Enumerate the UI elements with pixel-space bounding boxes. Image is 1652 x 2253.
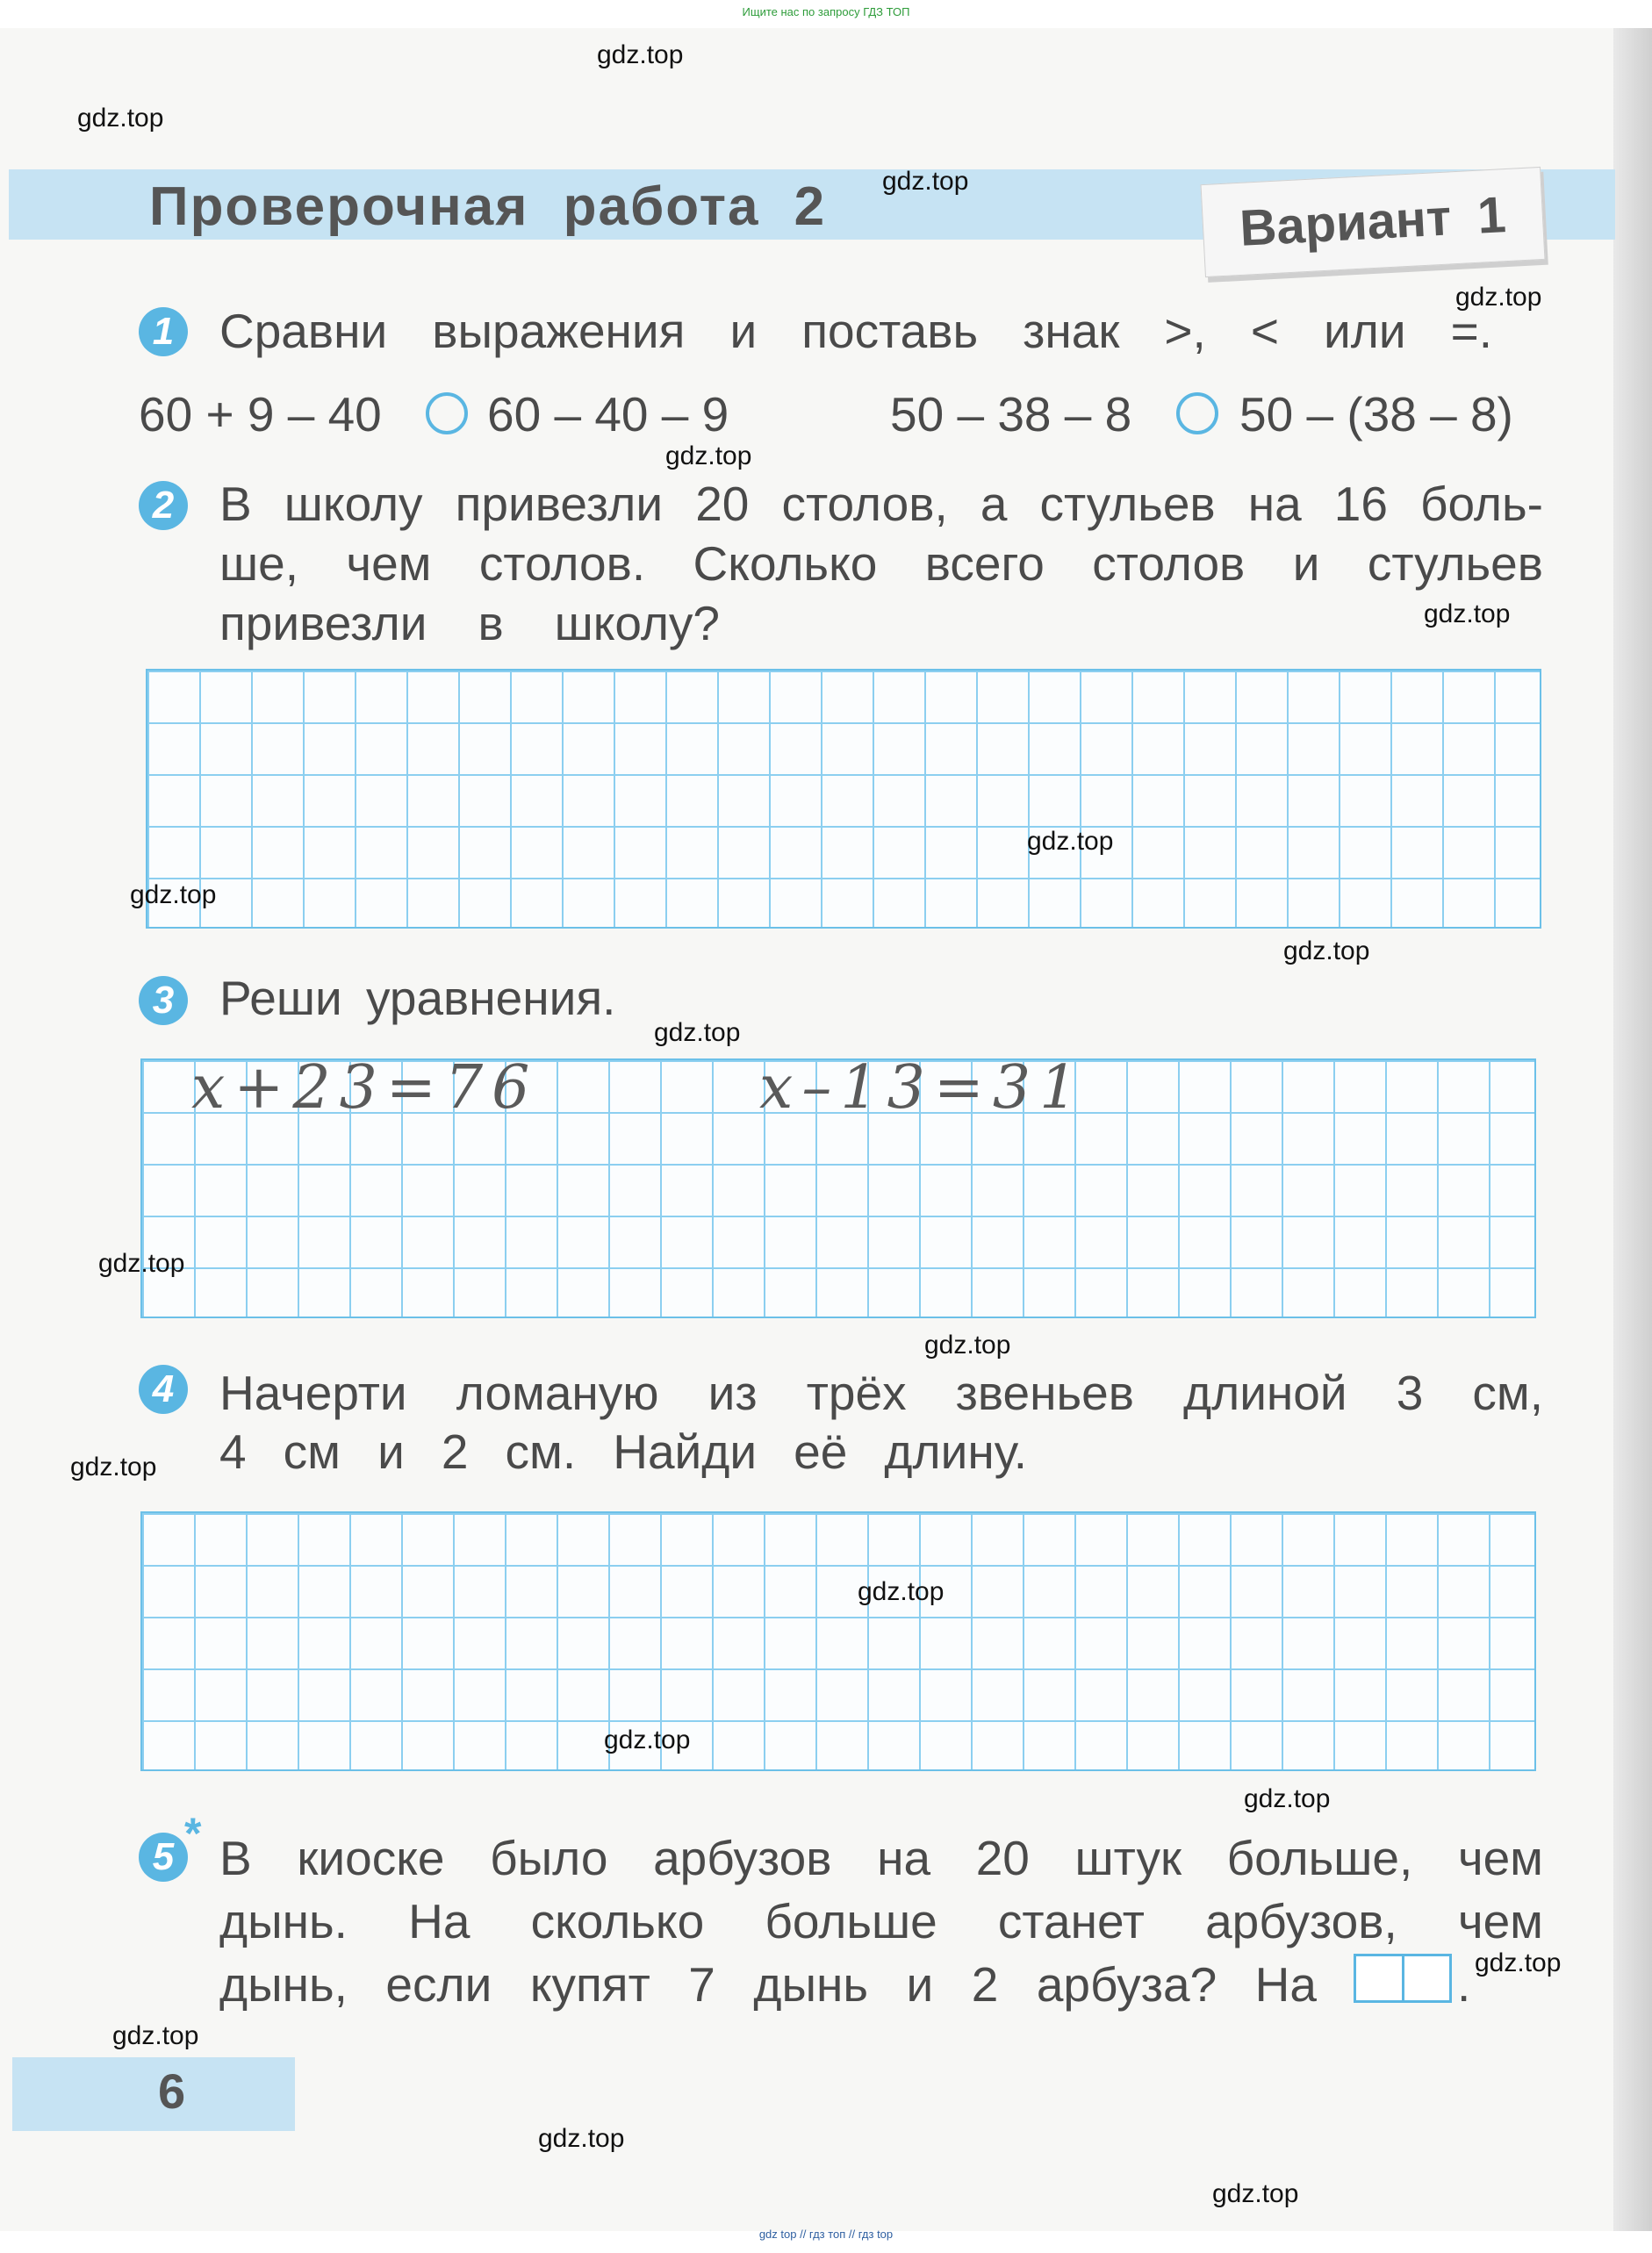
task-5-star: * xyxy=(184,1809,202,1858)
task-1-left-expression-a: 60 + 9 – 40 xyxy=(139,387,382,441)
watermark: gdz.top xyxy=(597,40,684,69)
task-5-answer-box[interactable] xyxy=(1354,1954,1452,2003)
watermark: gdz.top xyxy=(1475,1948,1562,1977)
watermark: gdz.top xyxy=(130,880,217,909)
task-1-right-expression-b: 50 – (38 – 8) xyxy=(1239,387,1513,441)
watermark: gdz.top xyxy=(924,1331,1011,1360)
task-4-line-2: 4 см и 2 см. Найди её длину. xyxy=(219,1424,1027,1479)
watermark: gdz.top xyxy=(538,2124,625,2153)
page-number-band xyxy=(12,2057,295,2131)
equation-2: x–13=31 xyxy=(759,1053,1087,1123)
watermark: gdz.top xyxy=(882,167,969,196)
page-binding-edge xyxy=(1613,28,1652,2231)
watermark: gdz.top xyxy=(654,1018,741,1047)
task-number-5: 5 xyxy=(139,1833,188,1882)
bottom-banner[interactable]: gdz top // гдз топ // гдз top xyxy=(758,2228,894,2241)
task-2-line-2: ше, чем столов. Сколько всего столов и стульев xyxy=(219,536,1543,591)
task-5-line-2: дынь. На сколько больше станет арбузов, чем xyxy=(219,1894,1543,1948)
watermark: gdz.top xyxy=(1424,599,1511,628)
watermark: gdz.top xyxy=(1283,936,1370,965)
watermark: gdz.top xyxy=(70,1453,157,1482)
task-4-answer-grid[interactable] xyxy=(140,1511,1536,1771)
task-3-text: Реши уравнения. xyxy=(219,971,616,1025)
watermark: gdz.top xyxy=(604,1726,691,1754)
equation-1: x+23=76 xyxy=(191,1053,539,1123)
task-5-line-1: В киоске было арбузов на 20 штук больше, чем xyxy=(219,1831,1543,1885)
task-number-2: 2 xyxy=(139,481,188,530)
task-1-left-expression-b: 60 – 40 – 9 xyxy=(487,387,729,441)
top-banner[interactable]: Ищите нас по запросу ГДЗ ТОП xyxy=(742,5,910,18)
page-title: Проверочная работа 2 xyxy=(149,176,827,237)
task-number-3: 3 xyxy=(139,976,188,1025)
watermark: gdz.top xyxy=(1027,827,1114,856)
task-4-line-1: Начерти ломаную из трёх звеньев длиной 3 см, xyxy=(219,1366,1543,1420)
task-2-line-3: привезли в школу? xyxy=(219,596,720,650)
compare-circle-2[interactable] xyxy=(1176,392,1218,434)
watermark: gdz.top xyxy=(1244,1784,1331,1813)
page-number: 6 xyxy=(158,2063,186,2119)
task-number-1: 1 xyxy=(139,307,188,356)
watermark: gdz.top xyxy=(1455,283,1542,312)
watermark: gdz.top xyxy=(112,2021,199,2050)
compare-circle-1[interactable] xyxy=(426,392,468,434)
watermark: gdz.top xyxy=(1212,2179,1299,2208)
task-1-text: Сравни выражения и поставь знак >, < или =. xyxy=(219,304,1492,358)
variant-label: Вариант 1 xyxy=(1200,167,1545,277)
watermark: gdz.top xyxy=(77,104,164,133)
task-1-right-expression-a: 50 – 38 – 8 xyxy=(890,387,1132,441)
watermark: gdz.top xyxy=(98,1249,185,1278)
task-5-period: . xyxy=(1457,1957,1471,2012)
watermark: gdz.top xyxy=(665,441,752,470)
task-2-answer-grid[interactable] xyxy=(146,669,1541,929)
task-2-line-1: В школу привезли 20 столов, а стульев на 16 боль- xyxy=(219,477,1543,531)
task-number-4: 4 xyxy=(139,1365,188,1414)
task-5-line-3: дынь, если купят 7 дынь и 2 арбуза? На xyxy=(219,1957,1317,2012)
watermark: gdz.top xyxy=(858,1577,945,1606)
